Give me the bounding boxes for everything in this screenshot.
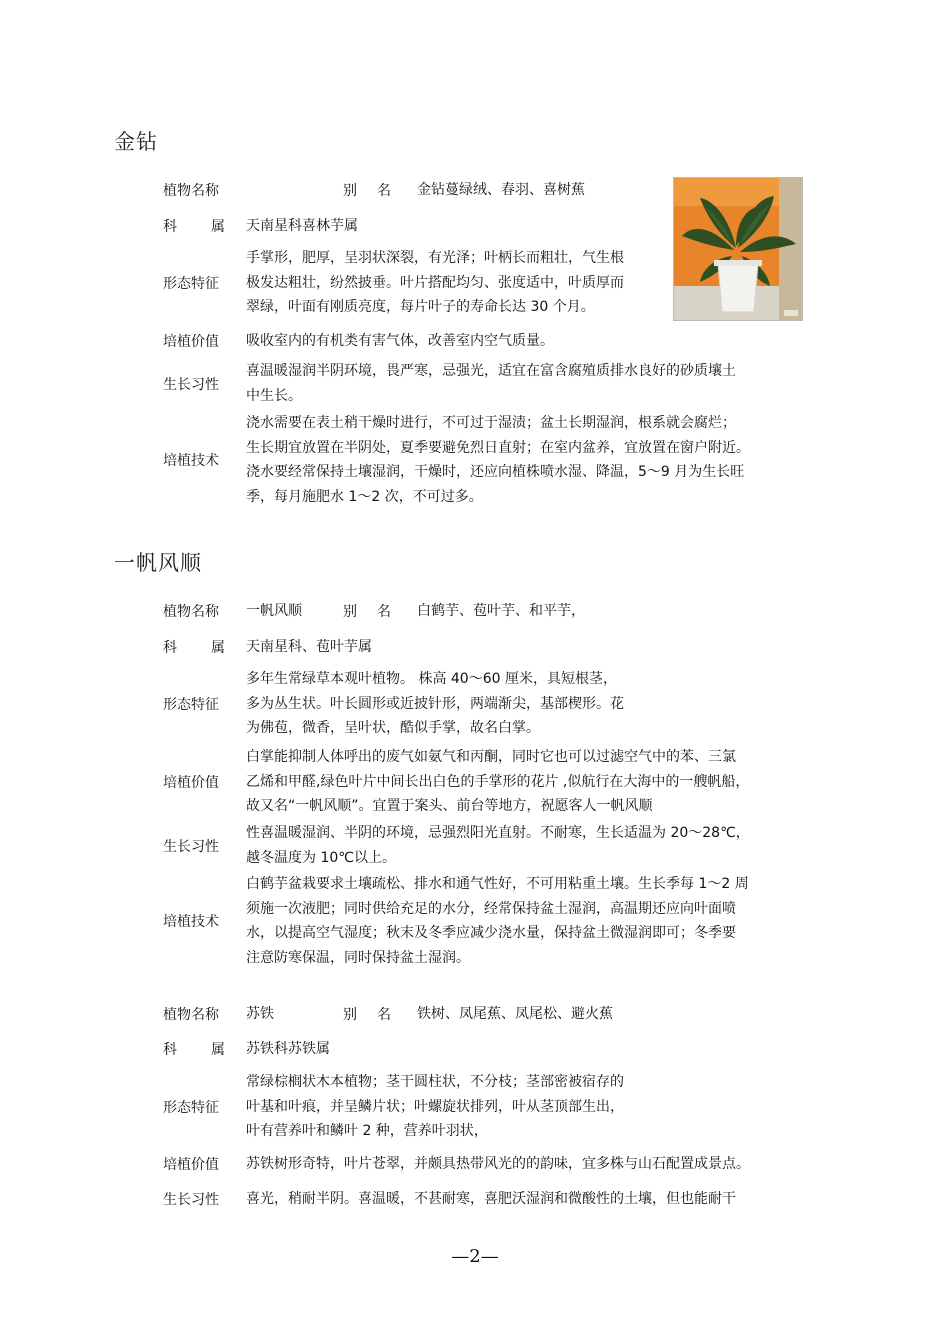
name-label: 植物名称 (163, 183, 219, 199)
morph-text: 手掌形，肥厚，呈羽状深裂，有光泽；叶柄长而粗壮，气生根 极发达粗壮，纷然披垂。叶片搭配均匀、张度适中，叶质厚而 翠绿，叶面有刚质亮度，每片叶子的寿命长达 30 个月。 (246, 250, 624, 315)
family-value: 天南星科、苞叶芋属 (246, 639, 372, 655)
tech-text: 浇水需要在表土稍干燥时进行，不可过于湿渍；盆土长期湿润，根系就会腐烂； 生长期宜放置在半阴处，夏季要避免烈日直射；在室内盆养，宜放置在窗户附近。 浇水要经常保持土壤湿润，干燥时，还应向植株喷水湿、降温，5～9 月为生长旺 季，每月施肥水 1～2 次，不可过多。 (246, 415, 750, 505)
morph-label: 形态特征 (163, 1100, 219, 1116)
morph-text: 常绿棕榈状木本植物；茎干圆柱状，不分枝；茎部密被宿存的 叶基和叶痕，并呈鳞片状；叶螺旋状排列，叶从茎顶部生出， 叶有营养叶和鳞叶 2 种，营养叶羽状， (246, 1074, 624, 1139)
family-value: 天南星科喜林芋属 (246, 218, 358, 234)
value-label: 培植价值 (163, 1157, 219, 1173)
section-title-yifanfengshun: 一帆风顺 (114, 551, 202, 575)
morph-label: 形态特征 (163, 276, 219, 292)
alias-label: 别 名 (343, 1007, 391, 1023)
family-label: 科 属 (163, 1042, 225, 1058)
habit-label: 生长习性 (163, 839, 219, 855)
morph-text: 多年生常绿草本观叶植物。 株高 40～60 厘米，具短根茎， 多为丛生状。叶长圆形或近披针形，两端渐尖，基部楔形。花 为佛苞，微香，呈叶状，酷似手掌，故名白掌。 (246, 671, 624, 736)
habit-text: 喜光，稍耐半阴。喜温暖，不甚耐寒，喜肥沃湿润和微酸性的土壤，但也能耐干 (246, 1191, 736, 1207)
tech-label: 培植技术 (163, 914, 219, 930)
value-text: 苏铁树形奇特，叶片苍翠，并颇具热带风光的的韵味，宜多株与山石配置成景点。 (246, 1156, 750, 1172)
habit-text: 喜温暖湿润半阴环境，畏严寒，忌强光，适宜在富含腐殖质排水良好的砂质壤土 中生长。 (246, 363, 736, 404)
section-title-jinzuan: 金钻 (114, 130, 158, 154)
potted-plant-photo (673, 177, 803, 321)
value-label: 培植价值 (163, 334, 219, 350)
habit-label: 生长习性 (163, 377, 219, 393)
name-label: 植物名称 (163, 604, 219, 620)
page-number: —2— (451, 1246, 499, 1267)
alias-value: 铁树、凤尾蕉、凤尾松、避火蕉 (417, 1006, 613, 1022)
name-value: 苏铁 (246, 1006, 274, 1022)
alias-label: 别 名 (343, 183, 391, 199)
tech-label: 培植技术 (163, 453, 219, 469)
family-label: 科 属 (163, 219, 225, 235)
morph-label: 形态特征 (163, 697, 219, 713)
family-label: 科 属 (163, 640, 225, 656)
name-value: 一帆风顺 (246, 603, 302, 619)
alias-label: 别 名 (343, 604, 391, 620)
habit-label: 生长习性 (163, 1192, 219, 1208)
potted-plant-icon (674, 178, 802, 320)
name-label: 植物名称 (163, 1007, 219, 1023)
value-label: 培植价值 (163, 775, 219, 791)
alias-value: 金钻蔓绿绒、春羽、喜树蕉 (417, 182, 585, 198)
family-value: 苏铁科苏铁属 (246, 1041, 330, 1057)
value-text: 吸收室内的有机类有害气体，改善室内空气质量。 (246, 333, 554, 349)
tech-text: 白鹤芋盆栽要求土壤疏松、排水和通气性好，不可用粘重土壤。生长季每 1～2 周 须施一次液肥；同时供给充足的水分，经常保持盆土湿润，高温期还应向叶面喷 水，以提高空气湿度；秋末及冬季应减少浇水量，保持盆土微湿润即可；冬季要 注意防寒保温，同时保持盆土湿润。 (246, 876, 749, 966)
habit-text: 性喜温暖湿润、半阴的环境，忌强烈阳光直射。不耐寒，生长适温为 20～28℃， 越冬温度为 10℃以上。 (246, 825, 750, 866)
value-text: 白掌能抑制人体呼出的废气如氨气和丙酮，同时它也可以过滤空气中的苯、三氯 乙烯和甲醛,绿色叶片中间长出白色的手掌形的花片 ,似航行在大海中的一艘帆船， 故又名“一帆风顺”。宜置于案头、前台等地方，祝愿客人一帆风顺 (246, 749, 750, 814)
alias-value: 白鹤芋、苞叶芋、和平芋， (417, 603, 585, 619)
